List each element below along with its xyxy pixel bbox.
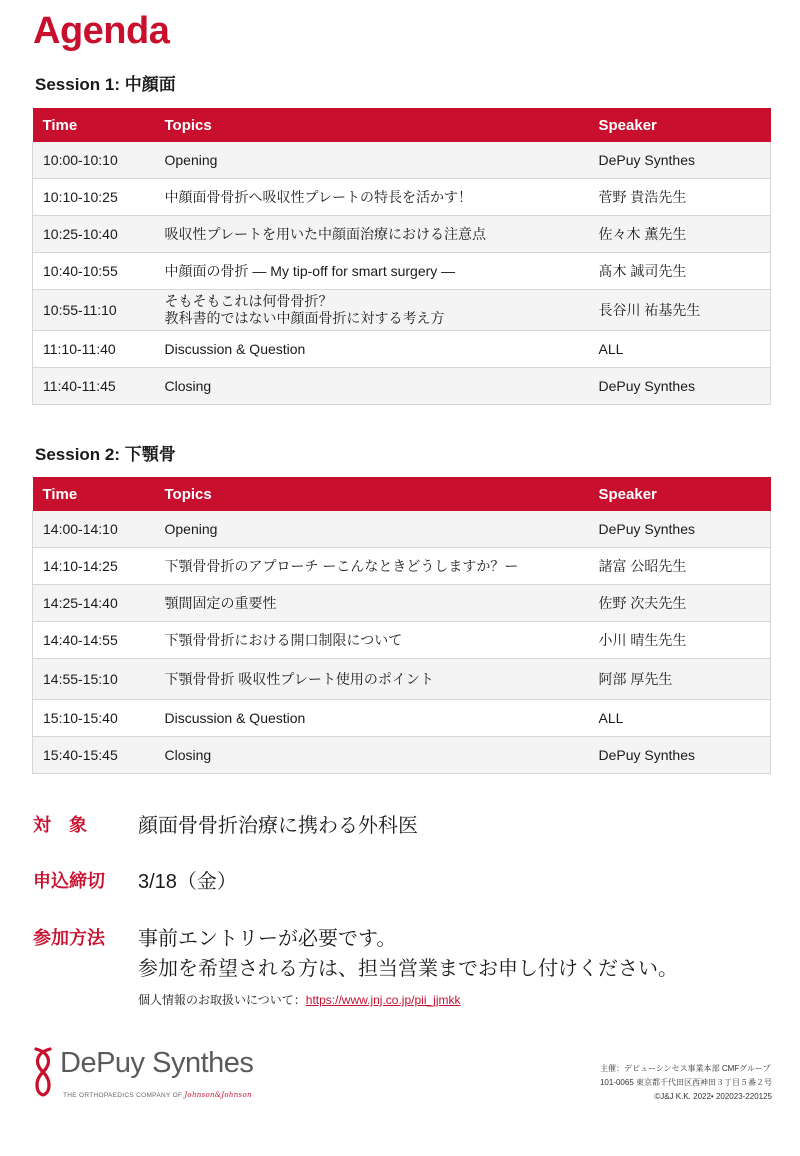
method-value-1: 事前エントリーが必要です。	[138, 928, 397, 950]
table-header-row	[33, 477, 771, 511]
table-row	[33, 622, 771, 659]
depuy-synthes-logo	[30, 1045, 290, 1105]
privacy-notice	[138, 991, 460, 1008]
table-row	[33, 331, 771, 368]
table-row	[33, 179, 771, 216]
table-row	[33, 585, 771, 622]
speaker-cell: DePuy Synthes	[589, 142, 771, 179]
time-cell: 10:10-10:25	[33, 179, 155, 216]
table-row	[33, 659, 771, 700]
speaker-cell: 佐々木 薫先生	[589, 216, 771, 253]
table-row	[33, 290, 771, 331]
speaker-cell: ALL	[589, 700, 771, 737]
speaker-cell: ALL	[589, 331, 771, 368]
table-row	[33, 253, 771, 290]
address-line: 101-0065 東京都千代田区西神田３丁目５番２号	[599, 1078, 772, 1087]
copyright-line: ©J&J K.K. 2022• 202023-220125	[654, 1092, 772, 1101]
speaker-cell: DePuy Synthes	[589, 511, 771, 548]
time-cell: 10:00-10:10	[33, 142, 155, 179]
privacy-text: 個人情報のお取扱いについて：	[138, 993, 306, 1007]
organizer-line: 主催：デピューシンセス事業本部 CMFグループ	[599, 1064, 771, 1073]
time-header: Time	[33, 477, 155, 511]
time-cell: 15:40-15:45	[33, 737, 155, 774]
topic-line-2: 教科書的ではない中顔面骨折に対する考え方	[164, 310, 445, 326]
table-header-row	[33, 108, 771, 142]
table-row	[33, 368, 771, 405]
topic-cell: Opening	[155, 511, 589, 548]
logo-tagline-text: THE ORTHOPAEDICS COMPANY OF	[63, 1092, 183, 1099]
topic-cell: Discussion & Question	[155, 331, 589, 368]
topics-header: Topics	[155, 477, 589, 511]
topic-cell: Opening	[155, 142, 589, 179]
table-row	[33, 216, 771, 253]
deadline-value: 3/18（金）	[138, 871, 237, 893]
method-label: 参加方法	[33, 928, 105, 948]
topic-cell: Discussion & Question	[155, 700, 589, 737]
speaker-cell: DePuy Synthes	[589, 368, 771, 405]
speaker-cell: 諸富 公昭先生	[589, 548, 771, 585]
session-2-table	[32, 477, 771, 774]
time-cell: 14:10-14:25	[33, 548, 155, 585]
infinity-logo-icon	[30, 1045, 56, 1099]
topics-header: Topics	[155, 108, 589, 142]
speaker-header: Speaker	[589, 108, 771, 142]
speaker-cell: 阿部 厚先生	[589, 659, 771, 700]
topic-cell: 下顎骨骨折 吸収性プレート使用のポイント	[155, 659, 589, 700]
time-cell: 15:10-15:40	[33, 700, 155, 737]
session-2-heading: Session 2: 下顎骨	[35, 445, 176, 464]
topic-line-1: そもそもこれは何骨骨折？	[164, 293, 333, 309]
speaker-cell: 長谷川 祐基先生	[589, 290, 771, 331]
time-cell: 14:40-14:55	[33, 622, 155, 659]
logo-tagline	[63, 1091, 252, 1099]
table-row	[33, 142, 771, 179]
topic-cell: 下顎骨骨折のアプローチ ーこんなときどうしますか？ー	[155, 548, 589, 585]
target-value: 顔面骨骨折治療に携わる外科医	[138, 815, 418, 837]
speaker-cell: 髙木 誠司先生	[589, 253, 771, 290]
time-cell: 11:40-11:45	[33, 368, 155, 405]
time-cell: 10:25-10:40	[33, 216, 155, 253]
topic-cell: 下顎骨骨折における開口制限について	[155, 622, 589, 659]
topic-cell: 吸収性プレートを用いた中顔面治療における注意点	[155, 216, 589, 253]
time-cell: 11:10-11:40	[33, 331, 155, 368]
target-label: 対 象	[33, 815, 87, 835]
privacy-link[interactable]: https://www.jnj.co.jp/pii_jjmkk	[305, 993, 461, 1007]
session-1-table	[32, 108, 771, 405]
page-title: Agenda	[33, 10, 170, 52]
time-cell: 10:40-10:55	[33, 253, 155, 290]
logo-brand: DePuy Synthes	[60, 1047, 254, 1079]
topic-cell: 中顔面骨骨折へ吸収性プレートの特長を活かす！	[155, 179, 589, 216]
topic-cell: 中顔面の骨折 ― My tip-off for smart surgery ―	[155, 253, 589, 290]
table-row	[33, 548, 771, 585]
time-header: Time	[33, 108, 155, 142]
speaker-cell: 小川 晴生先生	[589, 622, 771, 659]
topic-cell: 顎間固定の重要性	[155, 585, 589, 622]
table-row	[33, 737, 771, 774]
table-row	[33, 700, 771, 737]
time-cell: 14:55-15:10	[33, 659, 155, 700]
time-cell: 14:00-14:10	[33, 511, 155, 548]
speaker-cell: DePuy Synthes	[589, 737, 771, 774]
table-row	[33, 511, 771, 548]
johnson-johnson-wordmark: Johnson&Johnson	[184, 1091, 252, 1099]
time-cell: 10:55-11:10	[33, 290, 155, 331]
topic-cell: Closing	[155, 737, 589, 774]
topic-cell: Closing	[155, 368, 589, 405]
session-1-heading: Session 1: 中顔面	[35, 75, 176, 94]
speaker-cell: 菅野 貴浩先生	[589, 179, 771, 216]
topic-cell	[155, 290, 589, 331]
organizer-info	[600, 1062, 772, 1104]
time-cell: 14:25-14:40	[33, 585, 155, 622]
speaker-cell: 佐野 次夫先生	[589, 585, 771, 622]
speaker-header: Speaker	[589, 477, 771, 511]
method-value-2: 参加を希望される方は、担当営業までお申し付けください。	[138, 958, 678, 980]
deadline-label: 申込締切	[33, 871, 105, 891]
